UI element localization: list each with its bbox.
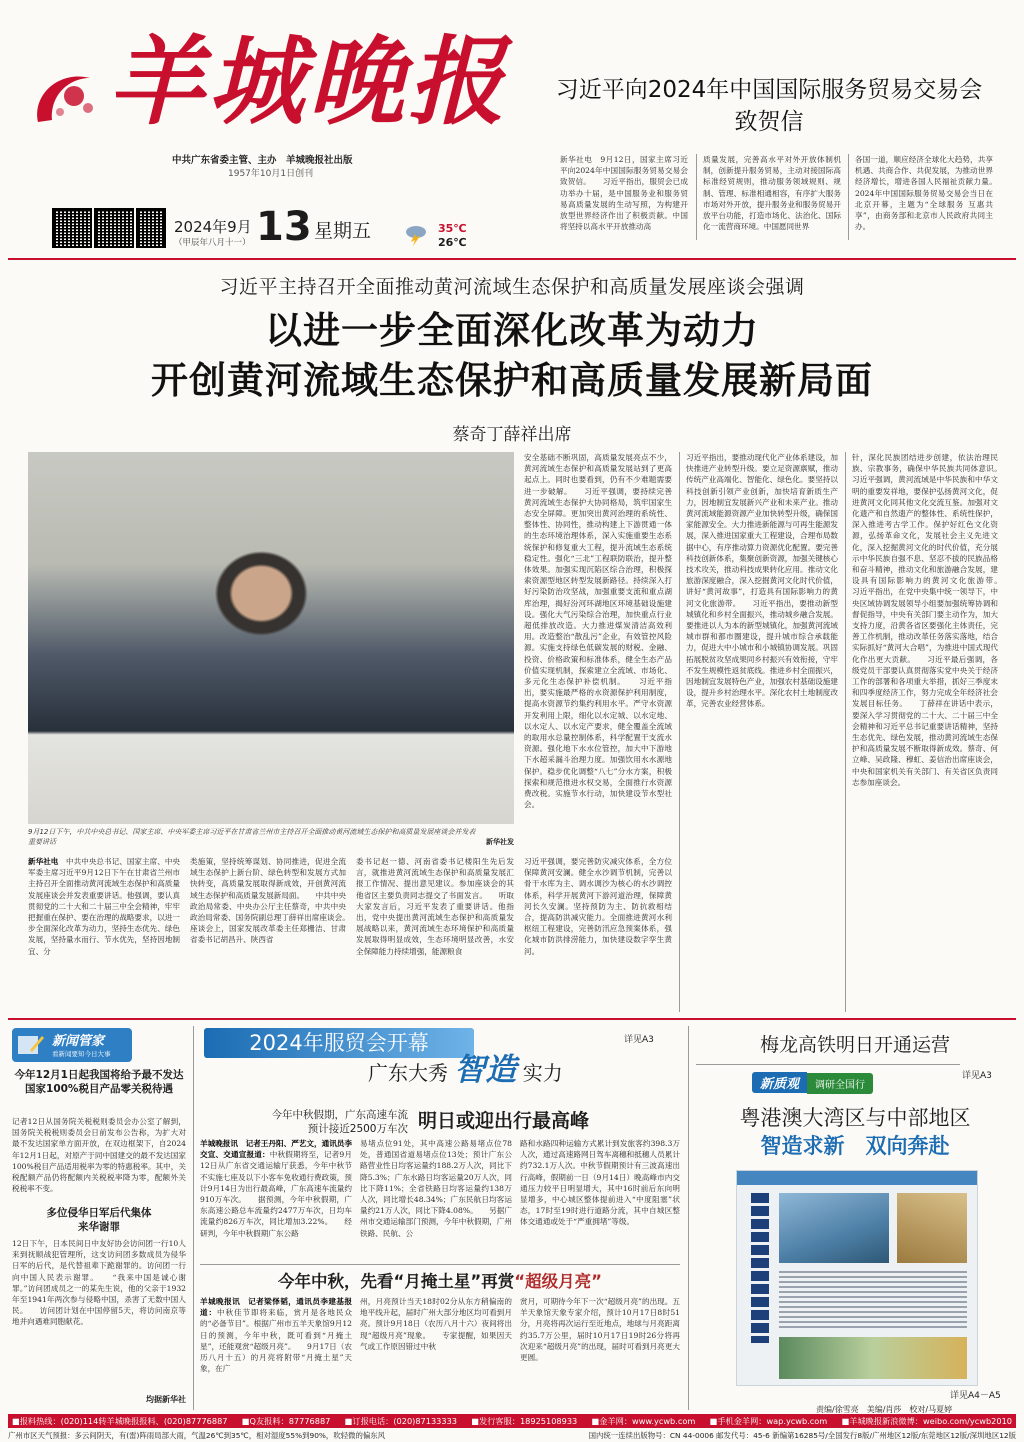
- feature-page-thumbnail: [736, 1170, 978, 1386]
- sidebar-item2-body: 12日下午，日本民间日中友好协会访问团一行10人来到抚顺战犯管理所，这支访问团多数成员为侵华日军的后代，是代替祖辈下跪谢罪的。访问团一行向中国人民表示谢罪。 “我来中国是诚心谢罪。”访问团成员之一的某先生说，他的父亲于1932年至1941年两次参与侵略中国，杀害了无数中国人民。 访问团计划在中国停留5天，将访问南京等地并向遇难同胞献花。: [12, 1239, 186, 1327]
- qr-code-3: [136, 208, 166, 248]
- sidebar-credit: 均据新华社: [146, 1395, 186, 1404]
- moon-col3: 赏月，可期待今年下一次“超级月亮”的出现。五羊天象馆天象专家介绍，预计10月17日8时51分，月亮将再次运行至近地点，地球与月亮距离约35.7万公里，届时10月17日19时26分将再次迎来“超级月亮”的出现，届时可看到月亮更大更圆。: [520, 1297, 680, 1363]
- fair-banner-title: 2024年服贸会开幕: [204, 1028, 474, 1058]
- column-divider: [696, 154, 697, 240]
- feature-badge-b: 调研全国行: [807, 1073, 873, 1094]
- lead-photo-credit: 新华社发: [486, 838, 514, 846]
- traffic-kicker-line2: 预计接近2500万车次: [307, 1123, 408, 1135]
- column-divider: [848, 154, 849, 240]
- footer-publication: 国内统一连续出版物号：CN 44-0006 邮发代号：45-6 新编第16285号/全国发行8版/广州地区12版/东莞地区12版/深圳地区12版: [588, 1431, 1016, 1440]
- dateline: 新华社电: [28, 857, 59, 866]
- lead-headline-line2: 开创黄河流域生态保护和高质量发展新局面: [151, 359, 873, 402]
- moon-title-b: “超级月亮”: [514, 1272, 602, 1291]
- footer-hotline: ■报料热线：(020)114转羊城晚报报料、(020)87776887: [12, 1416, 228, 1426]
- footer-contacts: [8, 1414, 1016, 1428]
- lead-bottom-col2: 类施策，坚持统筹谋划、协同推进，促进全流域生态保护上新台阶、绿色转型和发展方式加快转变，高质量发展取得新成效，开创黄河流域生态保护和高质量发展新局面。 中共中央政治局常委、中央办公厅主任蔡奇，中共中央政治局常委、国务院副总理丁薛祥出席座谈会。 座谈会上，国家发展改革委主任郑栅洁、甘肃省委书记胡昌升、陕西省: [190, 857, 346, 945]
- fair-see: 详见A3: [624, 1035, 654, 1045]
- lead-bottom-col1: [28, 856, 180, 1012]
- feature-headline-line2-a: 智造求新: [760, 1134, 845, 1158]
- feature-headline: [696, 1104, 1014, 1160]
- top-story-title: [520, 74, 1018, 138]
- traffic-kicker: [208, 1108, 408, 1136]
- footer-weather: 广州市区天气预报：多云间阴天，有(雷)阵雨局部大雨，气温26℃到35℃，相对湿度55%到90%，吹轻微的偏东风: [8, 1431, 386, 1440]
- day-number: 13: [256, 204, 312, 250]
- column-divider: [845, 452, 846, 1012]
- thumb-header: [737, 1171, 977, 1185]
- top-story-col1: 新华社电 9月12日，国家主席习近平向2024年中国国际服务贸易交易会致贺信。 习近平指出，服贸会已成功举办十届，是中国服务业和服务贸易高质量发展的生动写照，为构建开放型世界经济作出了积极贡献。中国将坚持以高水平开放推动高: [560, 155, 688, 232]
- sidebar-item1-title: 今年12月1日起我国将给予最不发达国家100%税目产品零关税待遇: [14, 1069, 184, 1095]
- sponsor-line: 中共广东省委主管、主办 羊城晚报社出版: [172, 155, 353, 166]
- footer-website[interactable]: ■金羊网：www.ycwb.com: [591, 1416, 696, 1426]
- fair-line2: [368, 1054, 563, 1089]
- top-story-title-line1: 习近平向2024年中国国际服务贸易交易会: [555, 77, 983, 103]
- sidebar-badge-title: 新闻管家: [52, 1034, 105, 1049]
- lunar-date: （甲辰年八月十一）: [174, 238, 251, 248]
- lead-col-b: 习近平指出，要推动现代化产业体系建设，加快推进产业转型升级。要立足资源禀赋，推动传统产业高端化、智能化、绿色化。要坚持以科技创新引领产业创新，加快培育新质生产力，因地制宜发展新兴产业和未来产业。推动黄河流域能源资源产业加快转型升级，确保国家能源安全。大力推进新能源与可再生能源发展，深入推进国家重大工程建设，合理布局数据中心，有序推动算力资源优化配置。要完善科技创新体系，集聚创新资源，加强关键核心技术攻关，推动科技成果转化应用。推动文化旅游深度融合，深入挖掘黄河文化时代价值，讲好“黄河故事”，打造具有国际影响力的黄河文化旅游带。 习近平指出，要推动新型城镇化和乡村全面振兴，推动城乡融合发展。要推进以人为本的新型城镇化，加强黄河流域城市群和都市圈建设，提升城市综合承载能力，促进大中小城市和小城镇协调发展。巩固拓展脱贫攻坚成果同乡村振兴有效衔接，守牢不发生规模性返贫底线。推进乡村全面振兴，因地制宜发展特色产业，加强农村基础设施建设，提升乡村治理水平。深化农村土地制度改革，完善农业经营体系。: [686, 453, 838, 709]
- traffic-col1-lead: 羊城晚报讯 记者王丹阳、严艺文，通讯员李交宣、交通宣报道：: [200, 1139, 352, 1160]
- right-see2: 详见A4－A5: [950, 1391, 1001, 1401]
- logo-swoosh-icon: [30, 64, 120, 134]
- lead-col-c: 针，深化民族团结进步创建，依法治理民族、宗教事务，确保中华民族共同体意识。 习近平强调，黄河流域是中华民族和中华文明的重要发祥地，要保护弘扬黄河文化，促进黄河文化同其他文化交流互鉴。加强对文化遗产和自然遗产的整体性、系统性保护，深入推进考古学工作。保护好红色文化资源，弘扬革命文化，发展社会主义先进文化，深入挖掘黄河文化的时代价值，充分展示中华民族自强不息、坚忍不拔的民族品格和奋斗精神，推动文化和旅游融合发展，建设具有国际影响力的黄河文化旅游带。 习近平指出，在党中央集中统一领导下，中央区域协调发展领导小组要加强统筹协调和督促指导，中央有关部门要主动作为，加大支持力度，沿黄各省区要强化主体责任，完善工作机制，推动改革任务落实落地，结合实际抓好“黄河大合唱”，为推进中国式现代化作出更大贡献。 习近平最后强调，各级党员干部要认真贯彻落实党中央关于经济工作的部署和各项重大举措，抓好三季度末和四季度经济工作，努力完成全年经济社会发展目标任务。 丁薛祥在讲话中表示，要深入学习贯彻党的二十大、二十届三中全会精神和习近平总书记重要讲话精神，坚持生态优先、绿色发展，推动黄河流域生态保护和高质量发展不断取得新成效。蔡奇、何立峰、吴政隆、穆虹、姜信治出席座谈会，中央和国家机关有关部门、有关省区负责同志参加座谈会。: [852, 453, 998, 787]
- lead-headline: [0, 306, 1024, 406]
- feature-headline-line2: [696, 1132, 1014, 1160]
- traffic-title: 明日或迎出行最高峰: [418, 1110, 590, 1132]
- fair-line2-b: 智造: [454, 1052, 517, 1088]
- temp-low: 26℃: [438, 236, 467, 249]
- founded-line: 1957年10月1日创刊: [228, 169, 314, 179]
- weather-thunder-icon: [404, 224, 428, 246]
- moon-col1-text: 中秋佳节即将来临，赏月是各地民众的“必备节目”。根据广州市五羊天象馆9月12日的预测，今年中秋，既可看到“月掩土星”，还能观赏“超级月亮”。 9月17日（农历八月十五）的月亮将附带“月掩土星”天象，在广: [200, 1308, 352, 1374]
- thumb-vertical-title: [751, 1193, 769, 1343]
- temp-high: 35℃: [438, 222, 467, 235]
- fair-banner: [200, 1024, 680, 1088]
- fair-line2-a: 广东大秀: [368, 1061, 448, 1085]
- masthead: [0, 0, 1024, 250]
- sidebar-badge: [12, 1028, 132, 1062]
- thumb-photo: [779, 1193, 889, 1263]
- qr-code-1: [52, 208, 92, 248]
- footer-weibo[interactable]: ■羊城晚报新浪微博：weibo.com/ycwb2010: [841, 1416, 1012, 1426]
- footer-mobile-site[interactable]: ■手机金羊网：wap.ycwb.com: [709, 1416, 828, 1426]
- weekday: 星期五: [314, 220, 372, 242]
- thumb-photo: [779, 1337, 967, 1379]
- traffic-col1: [200, 1138, 352, 1256]
- footer-subscribe: ■订报电话：(020)87133333: [344, 1416, 458, 1426]
- sidebar-item1-body: 记者12日从国务院关税税则委员会办公室了解到，国务院关税税则委员会日前发布公告称，为扩大对最不发达国家单方面开放，在双边框架下，自2024年12月1日起，对原产于同中国建交的最不发达国家100%税目产品适用税率为零的特惠税率。其中，关税配额产品仍将配额内关税税率降为零，配额外关税税率不变。: [12, 1117, 186, 1194]
- column-divider: [688, 1026, 689, 1410]
- date-text: 2024年9月: [174, 218, 252, 236]
- lead-kicker: 习近平主持召开全面推动黄河流域生态保护和高质量发展座谈会强调: [219, 276, 805, 298]
- traffic-col3: 路和水路四种运输方式累计到发旅客约398.3万人次，通过高速路网日驾车离穗和抵穗人员累计约732.1万人次。中秋节假期预计有三波高速出行高峰，假期前一日（9月14日）晚高峰市内交通压力较平日明显增大，其中16时前后东向明显增多，中心城区整体提前进入“中度阻塞”状态，17时至19时进行道路分流，其中自城区整体交通通或处于“严重拥堵”等级。: [520, 1139, 680, 1227]
- moon-col2: 州，月亮预计当天18时02分从东方稍偏南的地平线升起，届时广州大部分地区均可看到月亮。预计9月18日（农历八月十六）夜间将出现“超级月亮”现象。 专家提醒，如果因天气或工作原因错过中秋: [360, 1297, 512, 1351]
- lead-bottom-col1-text: 中共中央总书记、国家主席、中央军委主席习近平9月12日下午在甘肃省兰州市主持召开全面推动黄河流域生态保护和高质量发展座谈会并发表重要讲话。他强调，要认真贯彻党的二十大和二十届三中全会精神，牢牢把握重在保护、要在治理的战略要求，以进一步全面深化改革为动力，坚持生态优先、绿色发展，坚持量水而行、节水优先，坚持因地制宜、分: [28, 857, 180, 956]
- thumb-photo: [897, 1193, 967, 1263]
- lead-headline-line1: 以进一步全面深化改革为动力: [265, 309, 759, 352]
- news-sidebar: [12, 1028, 186, 1408]
- top-story-col3: 各国一道，顺应经济全球化大趋势，共享机遇、共商合作、共促发展，为推动世界经济增长，增进各国人民福祉贡献力量。 2024年中国国际服务贸易交易会当日在北京开幕，主题为“全球服务 互惠共享”，由商务部和北京市人民政府共同主办。: [855, 155, 993, 232]
- feature-badge: [752, 1072, 952, 1092]
- right-title: 梅龙高铁明日开通运营: [759, 1034, 950, 1056]
- moon-title-a: 今年中秋，先看“月掩土星”再赏: [278, 1272, 515, 1291]
- lead-col-a: 安全基础不断巩固，高质量发展亮点不少，黄河流域生态保护和高质量发展站到了更高起点上。同时也要看到，仍有不少难题需要进一步破解。 习近平强调，要持续完善黄河流域生态保护大协同格局，筑牢国家生态安全屏障。更加突出黄河治理的系统性、整体性、协同性，推动构建上下游贯通一体的生态环境治理体系，深入实施重要生态系统保护和修复重大工程，提升流域生态系统稳定性。强化“三北”工程联防联治，提升整体效果。加强实现沉陷区综合治理，积极探索资源型地区转型发展新路径。持续深入打好污染防治攻坚战，加强重要支流和重点湖库治理，揭好汾河环湖地区环境基础设施建设。强化大气污染综合治理，加快重点行业超低排放改造。大力推进煤炭清洁高效利用。改造整治“散乱污”企业，有效管控风险源。实施支持绿色低碳发展的财税、金融、投资、价格政策和标准体系，健全生态产品价值实现机制，探索建立全流域、市场化、多元化生态保护补偿机制。 习近平指出，要实施最严格的水资源保护利用制度，提高水资源节约集约利用水平。严守水资源开发利用上限，细化以水定城、以水定地、以水定人、以水定产要求，健全覆盖全流域的取用水总量控制体系，科学配置干支流水资源。强化地下水水位管控，加大中下游地下水超采漏斗治理力度。加强饮用水水源地保护。稳步优化调整“八七”分水方案，积极探索和规范推进水权交易，全面推行水资源费改税。实施节水行动，加快建设节水型社会。: [524, 453, 672, 810]
- sidebar-item2-title: 多位侵华日军后代集体来华谢罪: [46, 1207, 152, 1233]
- lead-bottom-col3: 委书记赵一德、河南省委书记楼阳生先后发言，就推进黄河流域生态保护和高质量发展汇报工作情况、提出意见建议。参加座谈会的其他省区主要负责同志提交了书面发言。 听取大家发言后，习近平发表了重要讲话。他指出，党中央提出黄河流域生态保护和高质量发展战略以来，黄河流域生态环境保护和高质量发展取得明显成效，生态环境明显改善，水安全保障能力持续增强，能源粮食: [356, 857, 514, 956]
- lead-bottom-col4: 习近平强调，要完善防灾减灾体系，全方位保障黄河安澜。健全水沙调节机制，完善以骨干水库为主、调水调沙为核心的水沙调控体系，科学开展黄河下游河道治理，保障黄河长久安澜。坚持预防为主、防抗救相结合，提高防洪减灾能力。全面推进黄河水利枢纽工程建设，完善防汛应急预案体系，强化城市防洪排涝能力，加快建设数字孪生黄河。: [524, 857, 672, 956]
- right-see: 详见A3: [962, 1071, 992, 1081]
- moon-title: [200, 1268, 680, 1292]
- column-divider: [679, 452, 680, 1012]
- top-story-col2: 质量发展，完善高水平对外开放体制机制，创新提升服务贸易，主动对接国际高标准经贸规则，推动服务领域规则、规制、管理、标准相通相容，有序扩大服务市场对外开放，提升服务业和服务贸易开放平台功能，打造市场化、法治化、国际化一流营商环境。中国愿同世界: [703, 155, 841, 232]
- footer-qq: ■Q友报料：87776887: [241, 1416, 331, 1426]
- moon-col1: [200, 1296, 352, 1408]
- lead-photo: [28, 452, 514, 824]
- editors-line: 责编/徐雪亮 美编/肖莎 校对/马夏婷: [816, 1405, 953, 1414]
- section-divider: [200, 1264, 680, 1265]
- qr-code-2: [94, 208, 134, 248]
- moon-col1-lead: 羊城晚报讯 记者梁怿韬，通讯员李建基报道：: [200, 1297, 352, 1318]
- top-story-title-line2: 致贺信: [734, 109, 804, 135]
- logo-text: 羊城晚报: [108, 25, 508, 138]
- footer-service[interactable]: ■发行客服：18925108933: [471, 1416, 578, 1426]
- traffic-col2: 易堵点位91处，其中高速公路易堵点位78处，普通国省道易堵点位13处；预计广东公路营业性日均客运量约188.2万人次，同比下降5.3%；广东水路日均客运量20万人次，同比下降11%；全省铁路日均客运量约138万人次，同比增长48.34%；广东民航日均客运量约21万人次，同比下降4.08%。 另据广州市交通运输部门预测，今年中秋假期，广州铁路、民航、公: [360, 1139, 512, 1238]
- feature-headline-line1: 粤港澳大湾区与中部地区: [739, 1106, 971, 1130]
- lead-photo-caption: 9月12日下午，中共中央总书记、国家主席、中央军委主席习近平在甘肃省兰州市主持召开全面推动黄河流域生态保护和高质量发展座谈会并发表重要讲话: [28, 828, 476, 846]
- traffic-kicker-line1: 今年中秋假期，广东高速车流: [271, 1109, 408, 1121]
- feature-headline-line2-b: 双向奔赴: [865, 1134, 950, 1158]
- thumb-text: [779, 1271, 967, 1331]
- pen-icon: [16, 1032, 46, 1058]
- footer-info: [8, 1429, 1016, 1442]
- feature-badge-a: 新质观: [752, 1072, 807, 1093]
- section-rule: [8, 1018, 1016, 1020]
- lead-subhead: 蔡奇丁薛祥出席: [452, 425, 572, 445]
- sidebar-badge-sub: 看新闻要知今日大事: [52, 1050, 111, 1058]
- traffic-col1-text: 中秋假期将至，记者9月12日从广东省交通运输厅获悉，今年中秋节不实施七座及以下小客车免收通行费政策，预计9月14日为出行最高峰，广东高速车流量约910万车次。 据预测，今年中秋假期，广东高速公路总车流量约2477万车次，日均车流量约826万车次，同比增加3.22%。 经研判，今年中秋假期广东公路: [200, 1150, 352, 1238]
- column-divider: [193, 1026, 194, 1410]
- fair-line2-c: 实力: [522, 1061, 563, 1085]
- masthead-rule: [8, 258, 1016, 260]
- section-divider: [696, 1064, 960, 1065]
